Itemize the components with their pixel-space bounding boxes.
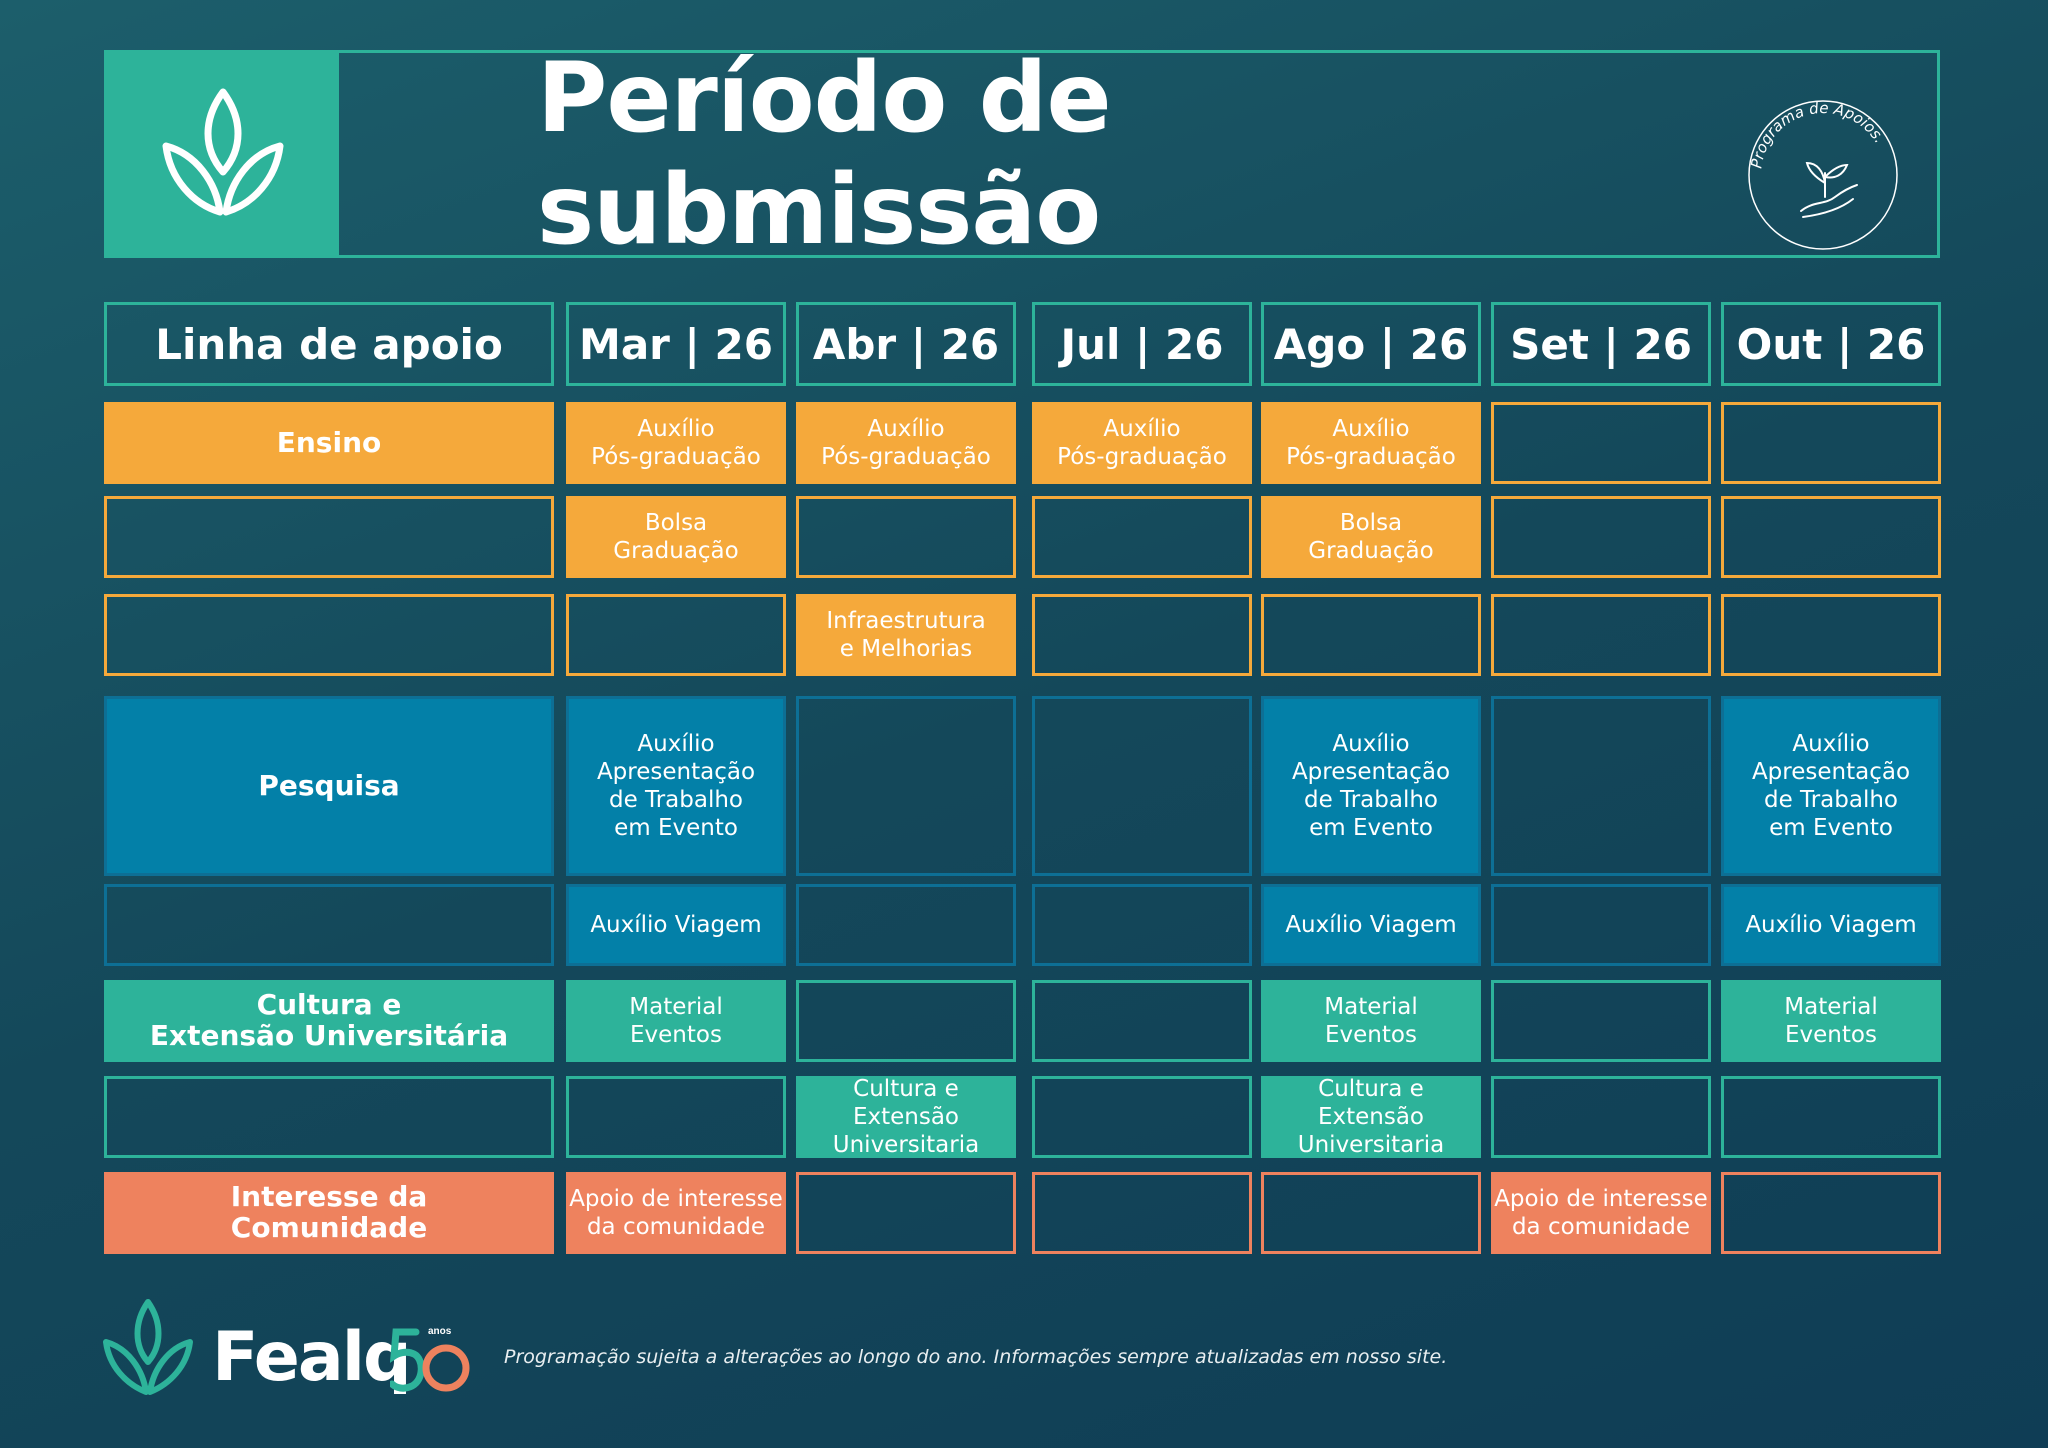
support-cell: Apoio de interesse da comunidade <box>566 1172 786 1254</box>
empty-cell <box>1032 1172 1252 1254</box>
empty-cell <box>1032 1076 1252 1158</box>
row-label: Cultura e Extensão Universitária <box>104 980 554 1062</box>
fealq-leaf-logo <box>100 1296 196 1400</box>
empty-cell <box>1721 402 1941 484</box>
column-header-month: Abr | 26 <box>796 302 1016 386</box>
column-header-month: Mar | 26 <box>566 302 786 386</box>
footer-note: Programação sujeita a alterações ao longo do ano. Informações sempre atualizadas em nosso site. <box>504 1346 1448 1368</box>
support-cell: Auxílio Pós-graduação <box>566 402 786 484</box>
leaf-icon <box>158 84 288 224</box>
support-cell: Auxílio Pós-graduação <box>796 402 1016 484</box>
column-header-month: Ago | 26 <box>1261 302 1481 386</box>
support-cell: Auxílio Viagem <box>1721 884 1941 966</box>
leaf-logo-box <box>107 53 339 255</box>
empty-cell <box>1032 594 1252 676</box>
empty-cell <box>1721 1172 1941 1254</box>
support-cell: Auxílio Pós-graduação <box>1032 402 1252 484</box>
column-header-linha-de-apoio: Linha de apoio <box>104 302 554 386</box>
support-cell: Bolsa Graduação <box>566 496 786 578</box>
support-cell: Bolsa Graduação <box>1261 496 1481 578</box>
column-header-month: Jul | 26 <box>1032 302 1252 386</box>
empty-cell <box>1491 496 1711 578</box>
empty-cell <box>566 594 786 676</box>
row-label: Pesquisa <box>104 696 554 876</box>
support-cell: Auxílio Viagem <box>566 884 786 966</box>
empty-cell <box>1491 1076 1711 1158</box>
empty-cell <box>1491 594 1711 676</box>
empty-cell <box>796 980 1016 1062</box>
support-cell: Cultura e Extensão Universitaria <box>1261 1076 1481 1158</box>
title-banner <box>104 42 1940 266</box>
support-cell: Cultura e Extensão Universitaria <box>796 1076 1016 1158</box>
row-label: Interesse da Comunidade <box>104 1172 554 1254</box>
empty-cell <box>1491 884 1711 966</box>
anos-label: anos <box>428 1326 452 1337</box>
column-header-month: Set | 26 <box>1491 302 1711 386</box>
empty-cell <box>796 884 1016 966</box>
empty-cell <box>1721 496 1941 578</box>
support-cell: Auxílio Apresentação de Trabalho em Evento <box>566 696 786 876</box>
support-cell: Auxílio Apresentação de Trabalho em Evento <box>1261 696 1481 876</box>
empty-cell <box>1032 884 1252 966</box>
empty-cell <box>796 1172 1016 1254</box>
svg-text:Programa de Apoios.: Programa de Apoios. <box>1747 98 1889 170</box>
empty-cell <box>1491 696 1711 876</box>
empty-cell <box>1032 496 1252 578</box>
empty-cell <box>1032 980 1252 1062</box>
empty-cell <box>1261 1172 1481 1254</box>
empty-cell <box>1032 696 1252 876</box>
support-cell: Auxílio Viagem <box>1261 884 1481 966</box>
row-label <box>104 496 554 578</box>
support-cell: Apoio de interesse da comunidade <box>1491 1172 1711 1254</box>
empty-cell <box>796 496 1016 578</box>
empty-cell <box>796 696 1016 876</box>
empty-cell <box>1721 594 1941 676</box>
row-label <box>104 884 554 966</box>
svg-text:50: 50 <box>426 1376 428 1377</box>
row-label <box>104 594 554 676</box>
support-cell: Auxílio Apresentação de Trabalho em Evento <box>1721 696 1941 876</box>
row-label: Ensino <box>104 402 554 484</box>
support-cell: Material Eventos <box>566 980 786 1062</box>
column-header-month: Out | 26 <box>1721 302 1941 386</box>
empty-cell <box>1491 402 1711 484</box>
row-label <box>104 1076 554 1158</box>
empty-cell <box>1261 594 1481 676</box>
fealq-brand: Fealq <box>212 1318 410 1397</box>
support-cell: Auxílio Pós-graduação <box>1261 402 1481 484</box>
page-title: Período de submissão <box>537 42 1111 266</box>
support-cell: Material Eventos <box>1261 980 1481 1062</box>
support-cell: Infraestrutura e Melhorias <box>796 594 1016 676</box>
empty-cell <box>566 1076 786 1158</box>
empty-cell <box>1721 1076 1941 1158</box>
programa-de-apoios-seal <box>1743 93 1903 253</box>
empty-cell <box>1491 980 1711 1062</box>
support-cell: Material Eventos <box>1721 980 1941 1062</box>
